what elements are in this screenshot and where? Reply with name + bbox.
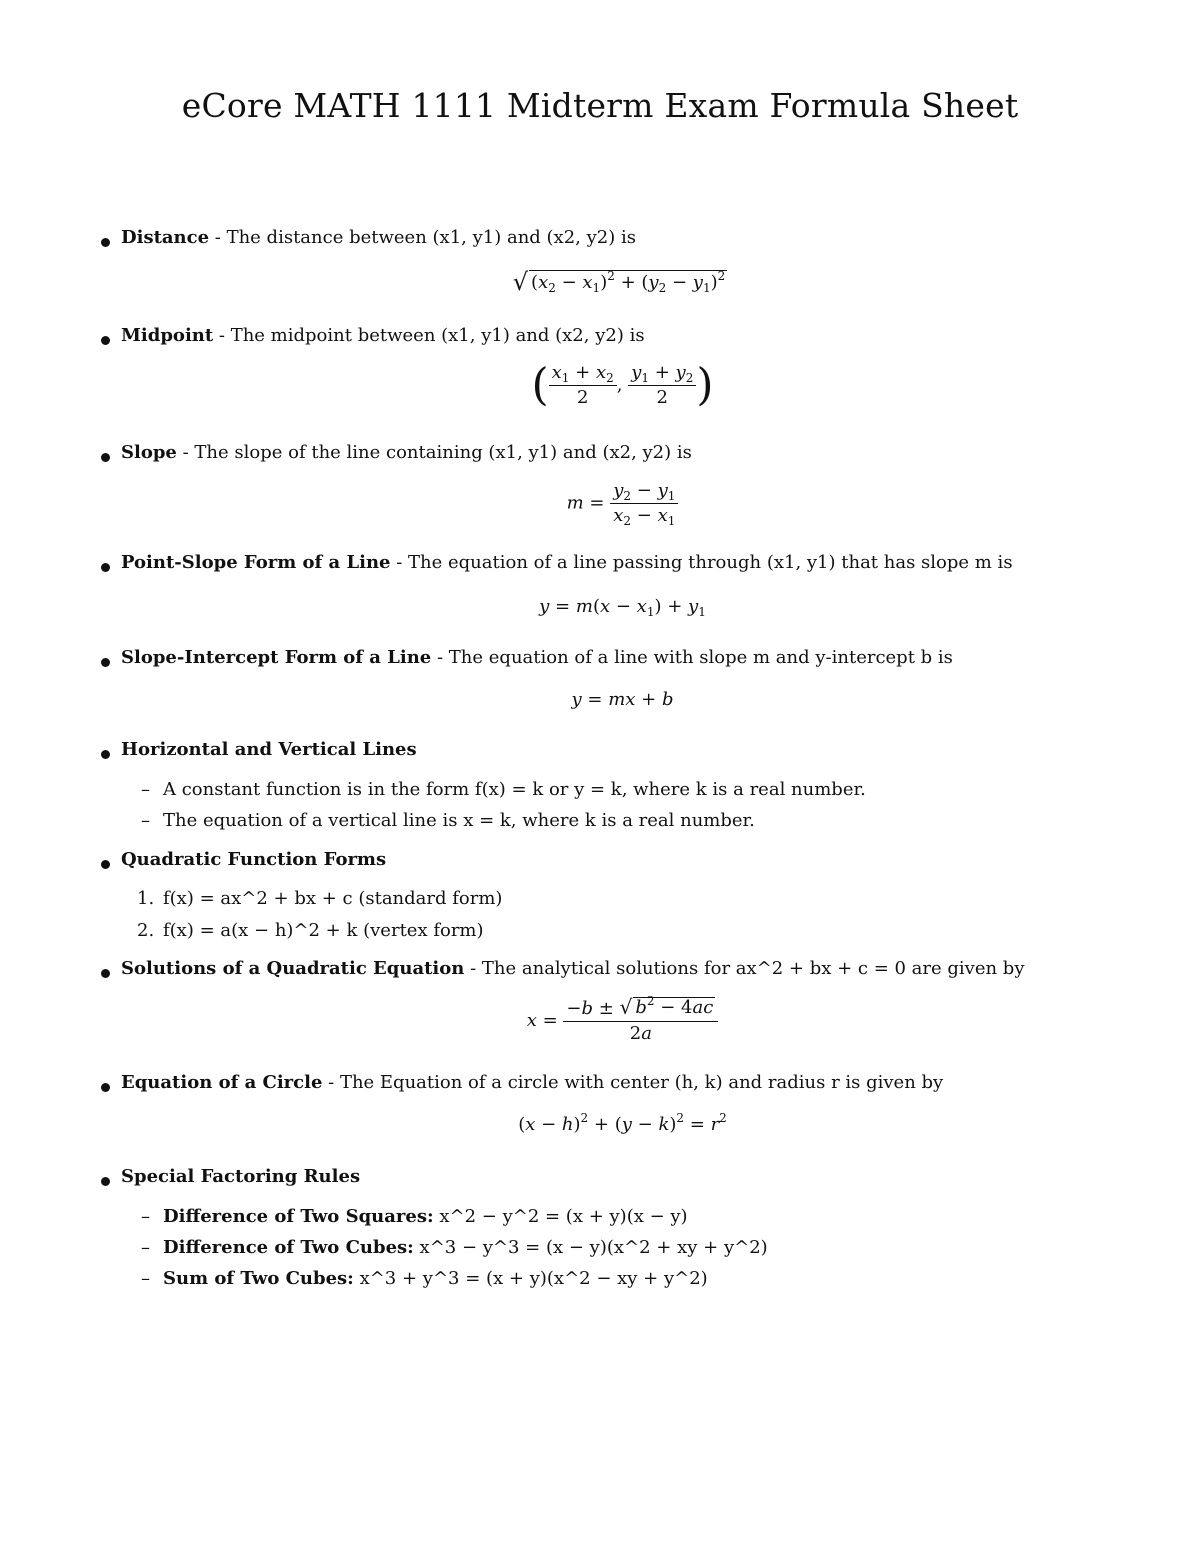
distance-formula: √ $(x_2 - x_1)^2 + (y_2 - y_1)^2$: [512, 268, 726, 296]
quadratic-solutions-line: [121, 958, 1025, 980]
bullet-icon: [101, 750, 110, 759]
bullet-icon: [101, 238, 110, 247]
quadratic-solutions-text: - The analytical solutions for ax^2 + bx + c = 0 are given by: [464, 958, 1025, 979]
list-number: 2.: [137, 920, 155, 941]
midpoint-line: [121, 325, 645, 347]
dash-marker: –: [141, 1206, 150, 1227]
horiz-vert-line: [121, 739, 417, 761]
factoring-item-2-label: Difference of Two Cubes:: [163, 1237, 414, 1258]
circle-text: - The Equation of a circle with center (h, k) and radius r is given by: [322, 1072, 944, 1093]
quadratic-form-item-1: f(x) = ax^2 + bx + c (standard form): [163, 888, 503, 909]
dash-marker: –: [141, 1268, 150, 1289]
circle-heading: Equation of a Circle: [121, 1072, 323, 1093]
slope-intercept-line: [121, 647, 953, 669]
factoring-item-2: [163, 1237, 768, 1259]
bullet-icon: [101, 453, 110, 462]
bullet-icon: [101, 336, 110, 345]
factoring-item-3-label: Sum of Two Cubes:: [163, 1268, 354, 1289]
factoring-item-3-formula: x^3 + y^3 = (x + y)(x^2 − xy + y^2): [359, 1268, 708, 1289]
horiz-vert-item-1: A constant function is in the form f(x) = k or y = k, where k is a real number.: [163, 779, 866, 800]
slope-line: [121, 442, 692, 464]
circle-formula: $(x - h)^2 + (y - k)^2 = r^2$: [518, 1111, 727, 1135]
factoring-heading: Special Factoring Rules: [121, 1166, 361, 1187]
slope-intercept-formula: y = mx + b: [571, 689, 674, 710]
dash-marker: –: [141, 779, 150, 800]
factoring-item-2-formula: x^3 − y^3 = (x − y)(x^2 + xy + y^2): [419, 1237, 768, 1258]
slope-formula: m = $\frac{y_2 - y_1}{x_2 - x_1}$: [0, 480, 1200, 527]
point-slope-line: [121, 552, 1013, 574]
slope-heading: Slope: [121, 442, 177, 463]
slope-intercept-heading: Slope-Intercept Form of a Line: [121, 647, 432, 668]
distance-text: - The distance between (x1, y1) and (x2, y2) is: [209, 227, 636, 248]
dash-marker: –: [141, 810, 150, 831]
quadratic-forms-heading: Quadratic Function Forms: [121, 849, 387, 870]
bullet-icon: [101, 969, 110, 978]
factoring-item-3: [163, 1268, 708, 1290]
quadratic-solutions-heading: Solutions of a Quadratic Equation: [121, 958, 465, 979]
list-number: 1.: [137, 888, 155, 909]
point-slope-heading: Point-Slope Form of a Line: [121, 552, 391, 573]
factoring-line: [121, 1166, 360, 1188]
dash-marker: –: [141, 1237, 150, 1258]
horiz-vert-item-2: The equation of a vertical line is x = k, where k is a real number.: [163, 810, 755, 831]
bullet-icon: [101, 1083, 110, 1092]
quadratic-forms-line: [121, 849, 386, 871]
factoring-item-1-formula: x^2 − y^2 = (x + y)(x − y): [439, 1206, 688, 1227]
midpoint-formula: ( $\frac{x_1 + x_2}{2}$ , $\frac{y_1 + y_2}{2}$ ): [531, 359, 714, 411]
point-slope-formula: $y = m(x - x_1) + y_1$: [539, 596, 706, 619]
quadratic-form-item-2: f(x) = a(x − h)^2 + k (vertex form): [163, 920, 484, 941]
bullet-icon: [101, 860, 110, 869]
quadratic-formula: x = −b ± √ $b^2 - 4ac$ 2a: [0, 997, 1200, 1045]
page-title: eCore MATH 1111 Midterm Exam Formula Sheet: [181, 86, 1019, 125]
distance-heading: Distance: [121, 227, 210, 248]
point-slope-text: - The equation of a line passing through (x1, y1) that has slope m is: [390, 552, 1013, 573]
bullet-icon: [101, 658, 110, 667]
factoring-item-1-label: Difference of Two Squares:: [163, 1206, 434, 1227]
slope-text: - The slope of the line containing (x1, y1) and (x2, y2) is: [176, 442, 692, 463]
distance-line: [121, 227, 636, 249]
bullet-icon: [101, 563, 110, 572]
bullet-icon: [101, 1177, 110, 1186]
midpoint-heading: Midpoint: [121, 325, 214, 346]
horiz-vert-heading: Horizontal and Vertical Lines: [121, 739, 417, 760]
circle-line: [121, 1072, 943, 1094]
slope-intercept-text: - The equation of a line with slope m and y-intercept b is: [431, 647, 953, 668]
midpoint-text: - The midpoint between (x1, y1) and (x2, y2) is: [213, 325, 645, 346]
factoring-item-1: [163, 1206, 688, 1228]
